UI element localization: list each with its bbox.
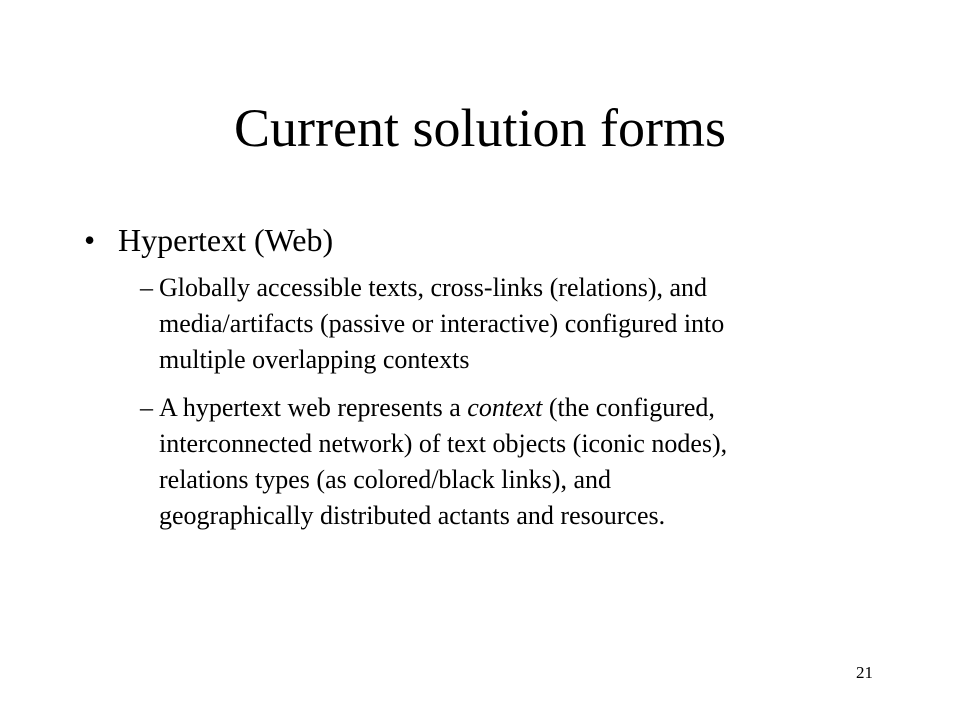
subbullet-text (159, 270, 879, 378)
emphasized-word: context (467, 393, 543, 422)
subbullet-marker: – (140, 273, 153, 302)
subbullet-line: media/artifacts (passive or interactive) configured into (159, 309, 725, 338)
subbullet-line (159, 390, 879, 426)
subbullet-line: Globally accessible texts, cross-links (relations), and (159, 273, 708, 302)
subbullet-marker: – (140, 393, 153, 422)
page-number: 21 (856, 663, 873, 682)
bullet-text: Hypertext (Web) (118, 222, 334, 258)
bullet-marker: • (84, 222, 96, 258)
subbullet-line: interconnected network) of text objects (iconic nodes), (159, 429, 728, 458)
subbullet-line: relations types (as colored/black links), and (159, 465, 611, 494)
subbullet-line-end: (the configured, (542, 393, 715, 422)
subbullet-line: multiple overlapping contexts (159, 345, 470, 374)
subbullet-line-start: A hypertext web represents a (159, 393, 468, 422)
subbullet-line: geographically distributed actants and resources. (159, 501, 666, 530)
slide-title: Current solution forms (234, 98, 726, 158)
subbullet-text (159, 390, 879, 534)
